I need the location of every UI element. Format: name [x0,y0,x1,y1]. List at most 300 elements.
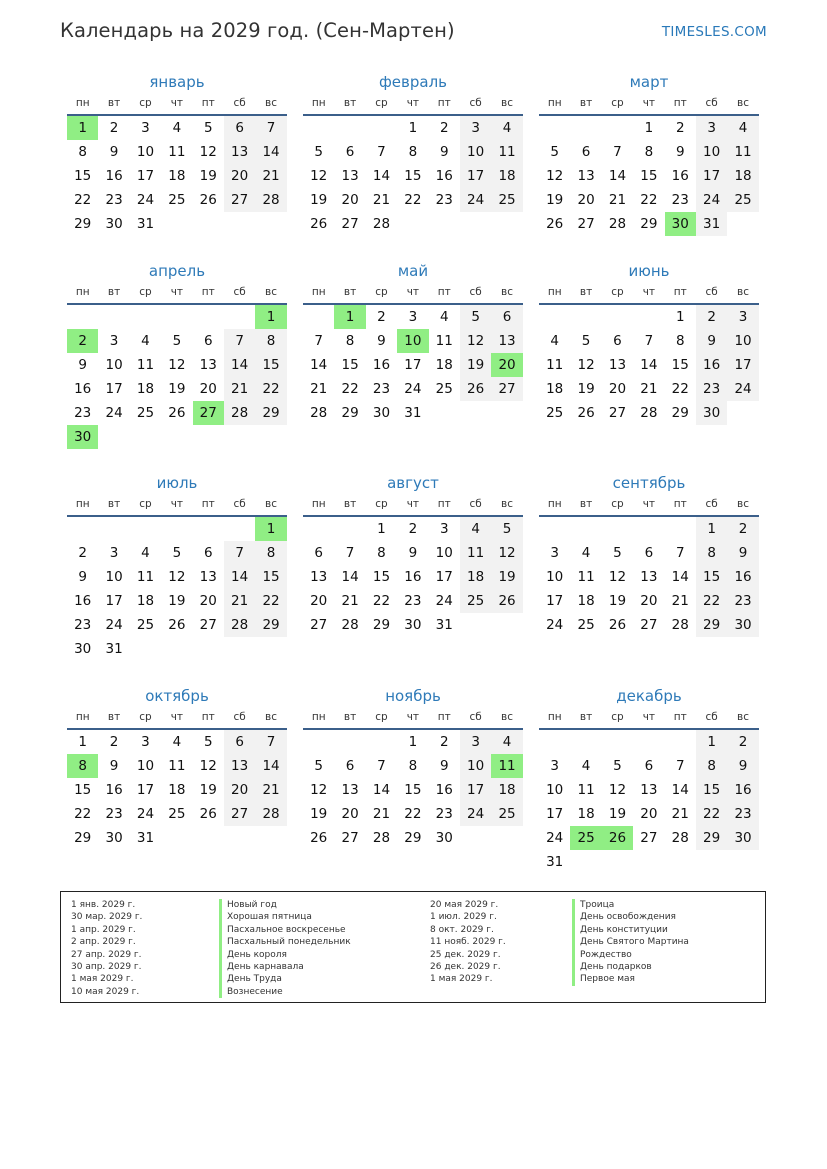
empty-cell [67,305,98,329]
day-cell: 29 [74,216,92,232]
day-cell: 22 [74,806,92,822]
day-cell: 10 [105,569,123,585]
month-name: сентябрь [612,474,686,492]
legend-holiday: Рождество [572,949,689,961]
day-cell: 27 [577,216,595,232]
day-cell: 8 [255,541,286,565]
day-cell: 25 [727,188,758,212]
empty-cell [224,305,255,329]
day-cell: 6 [644,758,654,774]
day-cell: 31 [546,854,564,870]
day-cell: 31 [105,641,123,657]
day-cell: 5 [203,120,213,136]
day-cell: 22 [696,589,727,613]
day-cell: 5 [460,305,491,329]
day-cell: 12 [199,144,217,160]
day-cell: 4 [141,545,150,561]
day-cell: 17 [727,353,758,377]
day-cell: 14 [372,782,391,798]
legend-holiday: День подарков [572,961,689,973]
day-cell: 16 [372,357,391,373]
day-cell: 3 [109,545,119,561]
day-cell: 1 [78,734,87,750]
legend-holiday: Пасхальный понедельник [219,936,351,948]
weekday-label: пт [673,498,687,510]
day-cell: 25 [168,806,186,822]
day-cell: 20 [224,164,255,188]
weekday-label: пт [201,711,215,723]
month-name: май [397,262,429,280]
day-cell: 26 [168,405,186,421]
day-cell: 5 [550,144,559,160]
empty-cell [193,517,224,541]
month-name: февраль [378,73,448,91]
day-cell: 26 [577,405,595,421]
weekday-label: сб [469,498,482,510]
month-block [539,686,759,874]
empty-cell [303,305,334,329]
legend-date: 1 мая 2029 г. [430,974,493,985]
legend-date: 1 июл. 2029 г. [430,912,497,923]
day-cell: 15 [671,357,689,373]
day-cell: 8 [644,144,654,160]
day-cell: 10 [727,329,758,353]
day-cell: 16 [404,569,422,585]
day-cell: 23 [435,192,453,208]
day-cell: 7 [644,333,654,349]
empty-cell [570,730,601,754]
day-cell: 11 [727,140,758,164]
legend-date: 30 мар. 2029 г. [71,912,143,923]
day-cell: 28 [671,830,689,846]
weekday-label: вс [737,711,750,723]
day-cell: 16 [671,168,689,184]
weekday-label: вт [579,286,593,298]
weekday-label: ср [375,498,388,510]
day-cell: 8 [696,754,727,778]
day-cell: 25 [136,617,155,633]
day-cell: 18 [136,593,155,609]
empty-cell [161,305,192,329]
day-cell: 30 [404,617,422,633]
day-cell: 22 [404,192,422,208]
weekday-label: вт [343,711,357,723]
legend-holiday: Пасхальное воскресенье [219,924,351,936]
weekday-label: пт [201,286,215,298]
legend-date: 20 мая 2029 г. [430,900,499,910]
day-cell: 21 [255,778,286,802]
day-cell: 6 [314,545,323,561]
day-cell: 5 [613,758,622,774]
day-cell: 4 [172,120,182,136]
day-cell: 10 [105,357,123,373]
day-cell: 12 [608,569,627,585]
day-cell: 23 [105,192,123,208]
holiday-day: 30 [67,425,98,449]
day-cell: 15 [74,782,92,798]
day-cell: 19 [608,806,627,822]
legend-date: 2 апр. 2029 г. [71,937,136,948]
day-cell: 8 [696,541,727,565]
day-cell: 25 [491,802,522,826]
day-cell: 20 [577,192,595,208]
weekday-label: вс [265,286,278,298]
holiday-legend [60,891,766,1003]
empty-cell [98,517,129,541]
day-cell: 16 [727,778,758,802]
day-cell: 28 [671,617,689,633]
day-cell: 29 [404,830,422,846]
day-cell: 27 [608,405,627,421]
day-cell: 24 [136,192,155,208]
day-cell: 12 [168,357,186,373]
day-cell: 24 [546,617,564,633]
legend-holiday: День Труда [219,973,351,985]
day-cell: 18 [460,565,491,589]
day-cell: 17 [460,164,491,188]
month-block [67,261,287,449]
day-cell: 12 [460,329,491,353]
day-cell: 12 [168,569,186,585]
weekday-label: чт [170,498,184,510]
day-cell: 15 [640,168,658,184]
weekday-header [303,497,523,517]
weekday-label: вс [501,97,514,109]
day-cell: 9 [675,144,685,160]
legend-holiday: День конституции [572,924,689,936]
day-cell: 8 [408,758,418,774]
weekday-label: вт [343,498,357,510]
day-cell: 20 [224,778,255,802]
legend-holiday: День Святого Мартина [572,936,689,948]
day-cell: 26 [199,806,217,822]
day-cell: 3 [408,309,418,325]
day-cell: 3 [460,116,491,140]
day-cell: 26 [199,192,217,208]
day-cell: 19 [310,192,328,208]
day-cell: 2 [727,730,758,754]
day-cell: 6 [345,144,355,160]
day-cell: 1 [408,120,418,136]
day-cell: 18 [168,168,186,184]
day-cell: 11 [491,140,522,164]
weekday-header [303,710,523,730]
day-cell: 26 [491,589,522,613]
days-grid [303,116,523,236]
day-cell: 4 [172,734,182,750]
day-cell: 13 [341,168,359,184]
weekday-label: пн [75,286,90,298]
day-cell: 31 [404,405,422,421]
day-cell: 17 [435,569,453,585]
days-grid [303,517,523,637]
legend-holiday: День короля [219,949,351,961]
day-cell: 9 [377,333,386,349]
day-cell: 9 [78,357,87,373]
month-name: октябрь [145,687,209,705]
weekday-label: сб [469,97,482,109]
day-cell: 21 [640,381,658,397]
weekday-label: пт [201,97,215,109]
month-block [303,72,523,236]
day-cell: 9 [439,144,449,160]
day-cell: 21 [224,589,255,613]
day-cell: 3 [696,116,727,140]
day-cell: 2 [727,517,758,541]
weekday-label: вт [107,286,121,298]
day-cell: 18 [435,357,453,373]
day-cell: 3 [550,545,559,561]
day-cell: 29 [341,405,359,421]
weekday-label: ср [375,97,388,109]
holiday-day: 1 [334,305,365,329]
day-cell: 2 [408,521,418,537]
day-cell: 2 [675,120,685,136]
legend-holiday: Новый год [219,899,351,911]
day-cell: 19 [491,565,522,589]
holiday-day: 8 [67,754,98,778]
weekday-label: ср [611,286,624,298]
day-cell: 28 [372,216,391,232]
day-cell: 27 [640,617,658,633]
day-cell: 5 [172,333,182,349]
day-cell: 29 [74,830,92,846]
day-cell: 16 [696,353,727,377]
day-cell: 9 [408,545,418,561]
empty-cell [224,517,255,541]
day-cell: 24 [435,593,453,609]
empty-cell [130,517,161,541]
day-cell: 23 [696,377,727,401]
day-cell: 31 [435,617,453,633]
day-cell: 11 [168,758,186,774]
day-cell: 24 [696,188,727,212]
day-cell: 12 [491,541,522,565]
weekday-label: сб [469,286,482,298]
month-block [67,72,287,236]
day-cell: 6 [613,333,622,349]
day-cell: 7 [314,333,323,349]
day-cell: 1 [696,517,727,541]
day-cell: 31 [136,216,155,232]
weekday-label: ср [611,498,624,510]
day-cell: 8 [255,329,286,353]
days-grid [539,116,759,236]
day-cell: 2 [439,734,449,750]
day-cell: 21 [372,192,391,208]
day-cell: 11 [136,357,155,373]
day-cell: 24 [546,830,564,846]
day-cell: 18 [491,164,522,188]
day-cell: 3 [109,333,119,349]
day-cell: 17 [696,164,727,188]
day-cell: 6 [203,545,213,561]
weekday-label: ср [139,97,152,109]
day-cell: 12 [546,168,564,184]
day-cell: 22 [671,381,689,397]
day-cell: 7 [613,144,622,160]
day-cell: 9 [109,144,119,160]
day-cell: 15 [255,565,286,589]
day-cell: 13 [224,754,255,778]
legend-date: 8 окт. 2029 г. [430,924,494,935]
weekday-label: пт [437,97,451,109]
legend-date: 1 янв. 2029 г. [71,900,136,910]
month-name: январь [149,73,205,91]
weekday-label: чт [170,286,184,298]
day-cell: 24 [460,188,491,212]
day-cell: 3 [141,734,150,750]
day-cell: 29 [372,617,391,633]
month-name: апрель [148,262,206,280]
weekday-label: вс [501,711,514,723]
day-cell: 11 [435,333,453,349]
holiday-day: 20 [491,353,522,377]
weekday-label: пт [437,711,451,723]
month-block [539,72,759,236]
day-cell: 27 [310,617,328,633]
day-cell: 8 [675,333,685,349]
day-cell: 19 [460,353,491,377]
day-cell: 23 [372,381,391,397]
day-cell: 6 [581,144,591,160]
empty-cell [67,517,98,541]
day-cell: 19 [168,593,186,609]
day-cell: 16 [74,381,92,397]
day-cell: 10 [546,569,564,585]
day-cell: 13 [199,569,217,585]
day-cell: 12 [608,782,627,798]
empty-cell [303,517,334,541]
day-cell: 15 [74,168,92,184]
day-cell: 15 [255,353,286,377]
day-cell: 2 [109,734,119,750]
day-cell: 22 [255,377,286,401]
day-cell: 3 [550,758,559,774]
weekday-label: пн [547,286,562,298]
weekday-label: пт [673,711,687,723]
day-cell: 1 [377,521,386,537]
day-cell: 17 [460,778,491,802]
page-title: Календарь на 2029 год. (Сен-Мартен) [60,19,455,42]
day-cell: 20 [608,381,627,397]
empty-cell [602,305,633,329]
day-cell: 21 [671,806,689,822]
day-cell: 20 [341,192,359,208]
day-cell: 10 [696,140,727,164]
empty-cell [334,517,365,541]
day-cell: 19 [310,806,328,822]
weekday-label: пн [547,711,562,723]
day-cell: 14 [671,569,689,585]
day-cell: 30 [727,826,758,850]
day-cell: 21 [671,593,689,609]
empty-cell [303,730,334,754]
weekday-label: сб [705,97,718,109]
day-cell: 28 [310,405,328,421]
day-cell: 26 [310,830,328,846]
empty-cell [334,730,365,754]
day-cell: 22 [696,802,727,826]
empty-cell [570,305,601,329]
weekday-label: ср [139,711,152,723]
legend-holiday: Вознесение [219,986,351,998]
day-cell: 5 [314,144,323,160]
day-cell: 14 [310,357,328,373]
holiday-day: 27 [193,401,224,425]
day-cell: 5 [581,333,591,349]
day-cell: 2 [377,309,386,325]
day-cell: 2 [78,545,87,561]
day-cell: 17 [105,381,123,397]
day-cell: 6 [224,730,255,754]
weekday-label: чт [642,711,656,723]
empty-cell [665,517,696,541]
day-cell: 9 [727,754,758,778]
day-cell: 28 [608,216,627,232]
day-cell: 19 [199,168,217,184]
day-cell: 30 [105,830,123,846]
day-cell: 6 [203,333,213,349]
day-cell: 17 [136,168,155,184]
month-block [303,473,523,637]
holiday-day: 1 [255,517,286,541]
day-cell: 14 [224,353,255,377]
day-cell: 23 [404,593,422,609]
day-cell: 7 [377,144,386,160]
legend-date: 1 апр. 2029 г. [71,924,136,935]
day-cell: 13 [640,569,658,585]
day-cell: 11 [168,144,186,160]
day-cell: 20 [199,381,217,397]
day-cell: 18 [168,782,186,798]
weekday-label: вс [737,286,750,298]
day-cell: 18 [727,164,758,188]
day-cell: 3 [727,305,758,329]
day-cell: 29 [696,826,727,850]
day-cell: 12 [199,758,217,774]
weekday-label: пн [311,711,326,723]
weekday-label: ср [375,286,388,298]
days-grid [303,305,523,425]
day-cell: 8 [345,333,355,349]
day-cell: 24 [727,377,758,401]
weekday-label: пт [673,97,687,109]
legend-date: 1 мая 2029 г. [71,974,134,985]
legend-dates-2 [430,899,506,986]
day-cell: 18 [546,381,564,397]
day-cell: 7 [675,545,685,561]
day-cell: 16 [105,782,123,798]
weekday-label: чт [406,286,420,298]
day-cell: 18 [577,806,595,822]
day-cell: 7 [675,758,685,774]
legend-date: 11 нояб. 2029 г. [430,937,506,948]
brand-link[interactable]: TIMESLES.COM [661,24,767,40]
day-cell: 6 [345,758,355,774]
days-grid [67,730,287,850]
day-cell: 15 [696,778,727,802]
day-cell: 28 [224,613,255,637]
day-cell: 28 [372,830,391,846]
day-cell: 19 [546,192,564,208]
day-cell: 6 [224,116,255,140]
empty-cell [539,116,570,140]
day-cell: 27 [199,617,217,633]
day-cell: 11 [546,357,564,373]
day-cell: 28 [341,617,359,633]
day-cell: 22 [640,192,658,208]
